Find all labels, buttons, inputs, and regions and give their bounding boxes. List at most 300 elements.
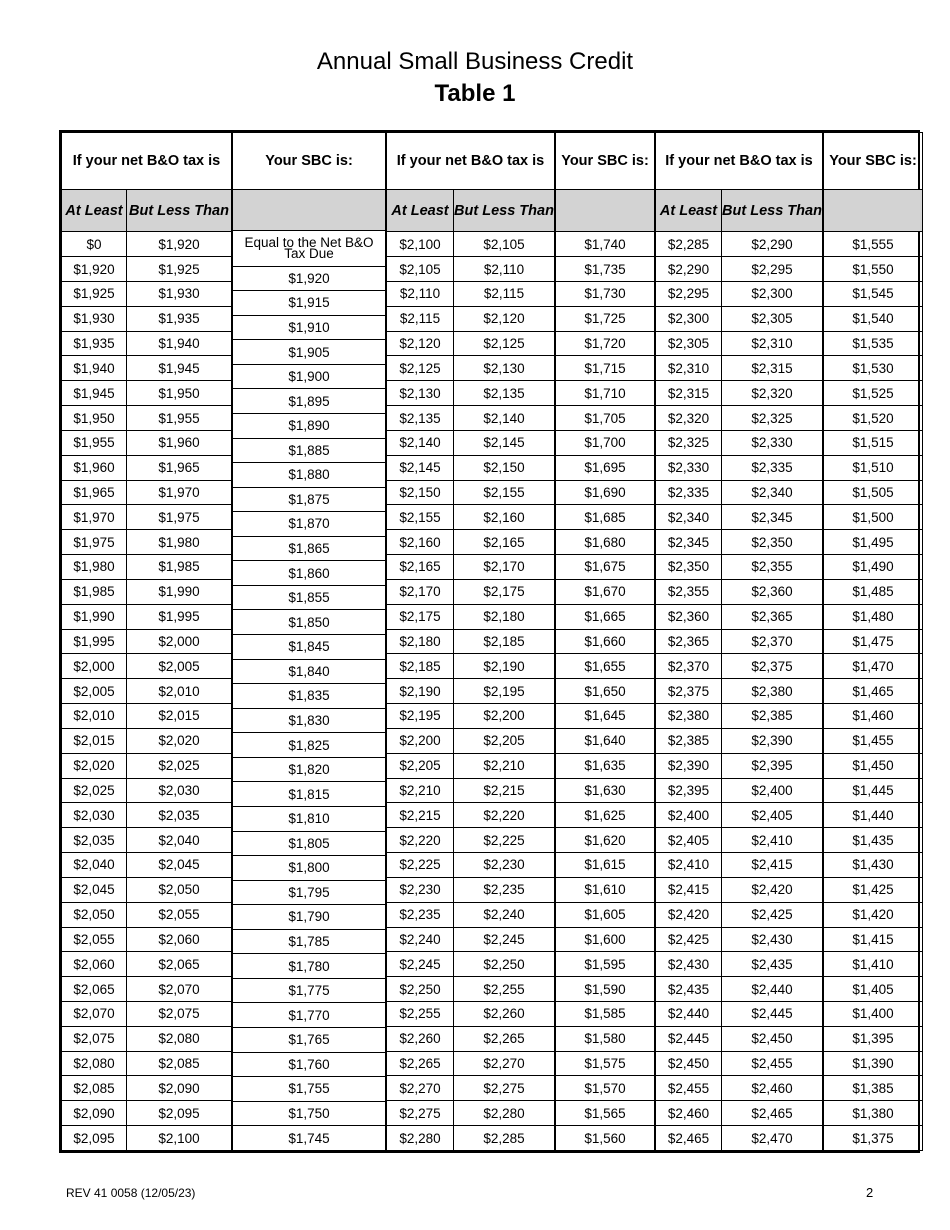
but-less-than-cell: $2,145 [454, 430, 555, 455]
sbc-subheader-blank [556, 190, 655, 232]
table-row [233, 438, 386, 463]
but-less-than-cell: $2,140 [454, 406, 555, 431]
but-less-than-cell: $2,020 [127, 728, 232, 753]
table-row [656, 1051, 823, 1076]
sbc-cell: $1,750 [233, 1101, 386, 1126]
sbc-cell: $1,560 [556, 1126, 655, 1151]
table-row [387, 257, 555, 282]
sbc-cell: $1,825 [233, 733, 386, 758]
sbc-cell: $1,730 [556, 281, 655, 306]
but-less-than-cell: $2,360 [722, 579, 823, 604]
sbc-cell: $1,895 [233, 389, 386, 414]
table-row [387, 654, 555, 679]
table-row [824, 381, 923, 406]
table-row [656, 902, 823, 927]
sbc-cell: $1,625 [556, 803, 655, 828]
table-row [556, 331, 655, 356]
table-section-1 [61, 132, 386, 1151]
sbc-cell: $1,700 [556, 430, 655, 455]
table-row [556, 281, 655, 306]
at-least-cell: $1,950 [62, 406, 127, 431]
but-less-than-cell: $2,370 [722, 629, 823, 654]
but-less-than-cell: $2,285 [454, 1126, 555, 1151]
table-title: Table 1 [434, 80, 516, 107]
table-row [556, 1126, 655, 1151]
table-row [656, 1101, 823, 1126]
table-row [824, 654, 923, 679]
sbc-cell: $1,420 [824, 902, 923, 927]
but-less-than-cell: $2,160 [454, 505, 555, 530]
sbc-cell: $1,410 [824, 952, 923, 977]
but-less-than-cell: $2,040 [127, 828, 232, 853]
table-row [656, 1026, 823, 1051]
table-row [233, 266, 386, 291]
table-row [656, 728, 823, 753]
table-row [556, 480, 655, 505]
sbc-cell: $1,760 [233, 1052, 386, 1077]
sbc-cell: $1,440 [824, 803, 923, 828]
table-row [656, 927, 823, 952]
range-table-1 [61, 132, 232, 1151]
table-row [824, 257, 923, 282]
but-less-than-cell: $2,250 [454, 952, 555, 977]
but-less-than-cell: $2,070 [127, 977, 232, 1002]
table-row [387, 331, 555, 356]
sbc-cell: $1,525 [824, 381, 923, 406]
but-less-than-cell: $2,430 [722, 927, 823, 952]
sbc-cell: $1,645 [556, 704, 655, 729]
sbc-cell: $1,430 [824, 853, 923, 878]
sbc-cell: $1,395 [824, 1026, 923, 1051]
table-section-3 [655, 132, 923, 1151]
at-least-cell: $1,975 [62, 530, 127, 555]
table-row [556, 853, 655, 878]
at-least-cell: $2,325 [656, 430, 722, 455]
sbc-cell: $1,820 [233, 757, 386, 782]
at-least-cell: $2,320 [656, 406, 722, 431]
sbc-cell: $1,515 [824, 430, 923, 455]
but-less-than-cell: $2,330 [722, 430, 823, 455]
table-row [62, 977, 232, 1002]
but-less-than-cell: $2,210 [454, 753, 555, 778]
table-row [62, 530, 232, 555]
table-row [824, 281, 923, 306]
table-row [824, 977, 923, 1002]
sbc-cell: $1,375 [824, 1126, 923, 1151]
but-less-than-cell: $2,220 [454, 803, 555, 828]
at-least-cell: $2,090 [62, 1101, 127, 1126]
sbc-cell: $1,675 [556, 555, 655, 580]
sbc-cell: $1,600 [556, 927, 655, 952]
at-least-cell: $1,920 [62, 257, 127, 282]
table-row [387, 406, 555, 431]
but-less-than-cell: $2,355 [722, 555, 823, 580]
at-least-cell: $2,260 [387, 1026, 454, 1051]
sbc-cell: $1,920 [233, 266, 386, 291]
but-less-than-cell: $2,320 [722, 381, 823, 406]
but-less-than-cell: $2,095 [127, 1101, 232, 1126]
but-less-than-cell: $2,380 [722, 679, 823, 704]
table-row [824, 1101, 923, 1126]
table-row [656, 1076, 823, 1101]
but-less-than-header: But Less Than [722, 190, 823, 232]
but-less-than-cell: $2,435 [722, 952, 823, 977]
table-row [62, 1101, 232, 1126]
but-less-than-cell: $2,240 [454, 902, 555, 927]
but-less-than-cell: $2,090 [127, 1076, 232, 1101]
but-less-than-cell: $1,940 [127, 331, 232, 356]
table-row [824, 679, 923, 704]
at-least-cell: $2,040 [62, 853, 127, 878]
page-title: Annual Small Business Credit [316, 48, 634, 75]
at-least-cell: $2,415 [656, 877, 722, 902]
but-less-than-cell: $1,965 [127, 455, 232, 480]
at-least-cell: $2,385 [656, 728, 722, 753]
table-row [62, 778, 232, 803]
at-least-cell: $2,265 [387, 1051, 454, 1076]
table-row [824, 430, 923, 455]
sbc-cell: $1,530 [824, 356, 923, 381]
table-row [62, 927, 232, 952]
table-row [556, 828, 655, 853]
at-least-cell: $2,460 [656, 1101, 722, 1126]
but-less-than-cell: $2,130 [454, 356, 555, 381]
sbc-cell: $1,805 [233, 831, 386, 856]
at-least-cell: $1,955 [62, 430, 127, 455]
but-less-than-cell: $2,225 [454, 828, 555, 853]
but-less-than-cell: $1,995 [127, 604, 232, 629]
at-least-cell: $2,070 [62, 1001, 127, 1026]
table-row [556, 306, 655, 331]
sbc-cell: $1,400 [824, 1001, 923, 1026]
table-row [62, 952, 232, 977]
table-row [824, 1076, 923, 1101]
but-less-than-cell: $2,300 [722, 281, 823, 306]
at-least-cell: $2,085 [62, 1076, 127, 1101]
table-row [824, 406, 923, 431]
at-least-cell: $2,160 [387, 530, 454, 555]
table-row [387, 629, 555, 654]
but-less-than-cell: $2,135 [454, 381, 555, 406]
but-less-than-cell: $1,990 [127, 579, 232, 604]
but-less-than-cell: $1,945 [127, 356, 232, 381]
table-row [556, 902, 655, 927]
but-less-than-cell: $2,100 [127, 1126, 232, 1151]
at-least-cell: $2,165 [387, 555, 454, 580]
sbc-cell: $1,755 [233, 1077, 386, 1102]
but-less-than-cell: $2,060 [127, 927, 232, 952]
table-row [556, 555, 655, 580]
table-row [824, 579, 923, 604]
at-least-cell: $2,035 [62, 828, 127, 853]
at-least-cell: $2,180 [387, 629, 454, 654]
table-row [233, 364, 386, 389]
but-less-than-cell: $2,270 [454, 1051, 555, 1076]
at-least-cell: $2,200 [387, 728, 454, 753]
table-row [824, 480, 923, 505]
at-least-cell: $1,980 [62, 555, 127, 580]
table-row [387, 1101, 555, 1126]
table-row [233, 413, 386, 438]
table-row [387, 977, 555, 1002]
at-least-cell: $2,060 [62, 952, 127, 977]
table-row [656, 629, 823, 654]
sbc-cell: Equal to the Net B&O Tax Due [233, 231, 386, 266]
but-less-than-cell: $2,350 [722, 530, 823, 555]
table-row [387, 1051, 555, 1076]
at-least-cell: $2,375 [656, 679, 722, 704]
at-least-cell: $2,450 [656, 1051, 722, 1076]
table-row [62, 828, 232, 853]
but-less-than-cell: $1,970 [127, 480, 232, 505]
table-row [387, 877, 555, 902]
at-least-cell: $2,100 [387, 232, 454, 257]
but-less-than-cell: $2,005 [127, 654, 232, 679]
sbc-cell: $1,735 [556, 257, 655, 282]
but-less-than-header: But Less Than [454, 190, 555, 232]
but-less-than-cell: $2,015 [127, 704, 232, 729]
but-less-than-cell: $2,395 [722, 753, 823, 778]
sbc-cell: $1,875 [233, 487, 386, 512]
table-row [233, 954, 386, 979]
at-least-cell: $2,020 [62, 753, 127, 778]
but-less-than-cell: $2,030 [127, 778, 232, 803]
sbc-table-2 [555, 132, 655, 1151]
at-least-cell: $2,420 [656, 902, 722, 927]
sbc-cell: $1,910 [233, 315, 386, 340]
at-least-cell: $2,445 [656, 1026, 722, 1051]
at-least-cell: $2,250 [387, 977, 454, 1002]
at-least-cell: $2,170 [387, 579, 454, 604]
table-row [556, 356, 655, 381]
at-least-cell: $2,220 [387, 828, 454, 853]
but-less-than-cell: $2,180 [454, 604, 555, 629]
at-least-cell: $2,055 [62, 927, 127, 952]
at-least-cell: $2,195 [387, 704, 454, 729]
table-row [656, 1126, 823, 1151]
but-less-than-cell: $1,960 [127, 430, 232, 455]
sbc-cell: $1,835 [233, 684, 386, 709]
sbc-cell: $1,575 [556, 1051, 655, 1076]
at-least-cell: $2,365 [656, 629, 722, 654]
sbc-cell: $1,720 [556, 331, 655, 356]
but-less-than-cell: $2,400 [722, 778, 823, 803]
table-row [387, 679, 555, 704]
sbc-cell: $1,605 [556, 902, 655, 927]
table-row [233, 806, 386, 831]
table-row [233, 856, 386, 881]
table-row [387, 579, 555, 604]
sbc-cell: $1,840 [233, 659, 386, 684]
but-less-than-cell: $2,045 [127, 853, 232, 878]
sbc-cell: $1,815 [233, 782, 386, 807]
table-row [62, 455, 232, 480]
at-least-cell: $2,340 [656, 505, 722, 530]
table-row [387, 828, 555, 853]
table-row [556, 1026, 655, 1051]
at-least-cell: $2,005 [62, 679, 127, 704]
sbc-cell: $1,635 [556, 753, 655, 778]
but-less-than-cell: $1,980 [127, 530, 232, 555]
range-header: If your net B&O tax is [656, 133, 823, 190]
but-less-than-cell: $2,295 [722, 257, 823, 282]
table-row [387, 753, 555, 778]
at-least-cell: $2,125 [387, 356, 454, 381]
sbc-cell: $1,490 [824, 555, 923, 580]
form-number: REV 41 0058 (12/05/23) [66, 1186, 196, 1200]
table-row [556, 455, 655, 480]
at-least-cell: $2,440 [656, 1001, 722, 1026]
at-least-cell: $2,215 [387, 803, 454, 828]
at-least-cell: $2,305 [656, 331, 722, 356]
table-row [233, 782, 386, 807]
at-least-cell: $2,080 [62, 1051, 127, 1076]
table-row [233, 610, 386, 635]
sbc-cell: $1,480 [824, 604, 923, 629]
at-least-cell: $2,395 [656, 778, 722, 803]
table-row [387, 430, 555, 455]
at-least-cell: $2,425 [656, 927, 722, 952]
at-least-cell: $2,380 [656, 704, 722, 729]
at-least-cell: $2,065 [62, 977, 127, 1002]
table-row [233, 291, 386, 316]
table-row [556, 505, 655, 530]
but-less-than-cell: $2,265 [454, 1026, 555, 1051]
table-row [62, 679, 232, 704]
but-less-than-cell: $2,405 [722, 803, 823, 828]
table-row [387, 952, 555, 977]
at-least-cell: $2,115 [387, 306, 454, 331]
but-less-than-cell: $2,290 [722, 232, 823, 257]
table-row [387, 902, 555, 927]
table-row [824, 232, 923, 257]
table-row [556, 753, 655, 778]
sbc-cell: $1,470 [824, 654, 923, 679]
but-less-than-cell: $2,185 [454, 629, 555, 654]
table-row [824, 1051, 923, 1076]
at-least-cell: $2,235 [387, 902, 454, 927]
at-least-cell: $2,255 [387, 1001, 454, 1026]
at-least-cell: $2,295 [656, 281, 722, 306]
sbc-cell: $1,405 [824, 977, 923, 1002]
but-less-than-cell: $2,465 [722, 1101, 823, 1126]
sbc-cell: $1,630 [556, 778, 655, 803]
sbc-cell: $1,445 [824, 778, 923, 803]
sbc-cell: $1,620 [556, 828, 655, 853]
table-row [656, 281, 823, 306]
table-row [656, 977, 823, 1002]
but-less-than-cell: $1,955 [127, 406, 232, 431]
sbc-cell: $1,435 [824, 828, 923, 853]
table-row [656, 778, 823, 803]
at-least-cell: $2,310 [656, 356, 722, 381]
range-table-2 [386, 132, 555, 1151]
table-row [233, 929, 386, 954]
but-less-than-cell: $2,050 [127, 877, 232, 902]
at-least-cell: $2,360 [656, 604, 722, 629]
table-row [656, 505, 823, 530]
table-row [556, 654, 655, 679]
at-least-cell: $2,270 [387, 1076, 454, 1101]
sbc-cell: $1,555 [824, 232, 923, 257]
table-row [556, 257, 655, 282]
at-least-cell: $2,245 [387, 952, 454, 977]
sbc-cell: $1,810 [233, 806, 386, 831]
table-row [62, 753, 232, 778]
sbc-cell: $1,770 [233, 1003, 386, 1028]
page-header [0, 46, 950, 110]
table-row [556, 1101, 655, 1126]
but-less-than-cell: $1,920 [127, 232, 232, 257]
but-less-than-cell: $2,460 [722, 1076, 823, 1101]
but-less-than-cell: $2,450 [722, 1026, 823, 1051]
table-row [387, 356, 555, 381]
at-least-cell: $2,130 [387, 381, 454, 406]
at-least-cell: $1,930 [62, 306, 127, 331]
but-less-than-cell: $1,930 [127, 281, 232, 306]
at-least-cell: $1,935 [62, 331, 127, 356]
sbc-cell: $1,390 [824, 1051, 923, 1076]
sbc-header: Your SBC is: [233, 133, 386, 190]
at-least-cell: $2,120 [387, 331, 454, 356]
table-row [233, 536, 386, 561]
at-least-cell: $1,960 [62, 455, 127, 480]
but-less-than-cell: $1,985 [127, 555, 232, 580]
sbc-cell: $1,795 [233, 880, 386, 905]
table-row [656, 654, 823, 679]
table-row [62, 704, 232, 729]
table-row [556, 927, 655, 952]
but-less-than-cell: $2,390 [722, 728, 823, 753]
but-less-than-cell: $2,000 [127, 629, 232, 654]
table-row [824, 803, 923, 828]
but-less-than-cell: $1,950 [127, 381, 232, 406]
at-least-cell: $2,155 [387, 505, 454, 530]
table-row [656, 753, 823, 778]
table-row [824, 927, 923, 952]
at-least-cell: $1,925 [62, 281, 127, 306]
sbc-cell: $1,745 [233, 1126, 386, 1151]
but-less-than-cell: $2,165 [454, 530, 555, 555]
at-least-cell: $2,190 [387, 679, 454, 704]
at-least-cell: $2,350 [656, 555, 722, 580]
table-row [387, 853, 555, 878]
at-least-cell: $2,105 [387, 257, 454, 282]
at-least-cell: $2,145 [387, 455, 454, 480]
table-row [656, 704, 823, 729]
table-row [387, 778, 555, 803]
sbc-cell: $1,710 [556, 381, 655, 406]
table-row [656, 480, 823, 505]
but-less-than-cell: $2,275 [454, 1076, 555, 1101]
at-least-cell: $2,285 [656, 232, 722, 257]
sbc-cell: $1,570 [556, 1076, 655, 1101]
table-row [556, 530, 655, 555]
at-least-cell: $2,205 [387, 753, 454, 778]
at-least-cell: $2,230 [387, 877, 454, 902]
table-row [556, 579, 655, 604]
table-row [656, 853, 823, 878]
sbc-cell: $1,415 [824, 927, 923, 952]
table-row [824, 629, 923, 654]
but-less-than-cell: $2,190 [454, 654, 555, 679]
but-less-than-cell: $2,440 [722, 977, 823, 1002]
table-row [233, 831, 386, 856]
sbc-cell: $1,565 [556, 1101, 655, 1126]
at-least-cell: $2,150 [387, 480, 454, 505]
table-row [62, 257, 232, 282]
table-row [387, 604, 555, 629]
